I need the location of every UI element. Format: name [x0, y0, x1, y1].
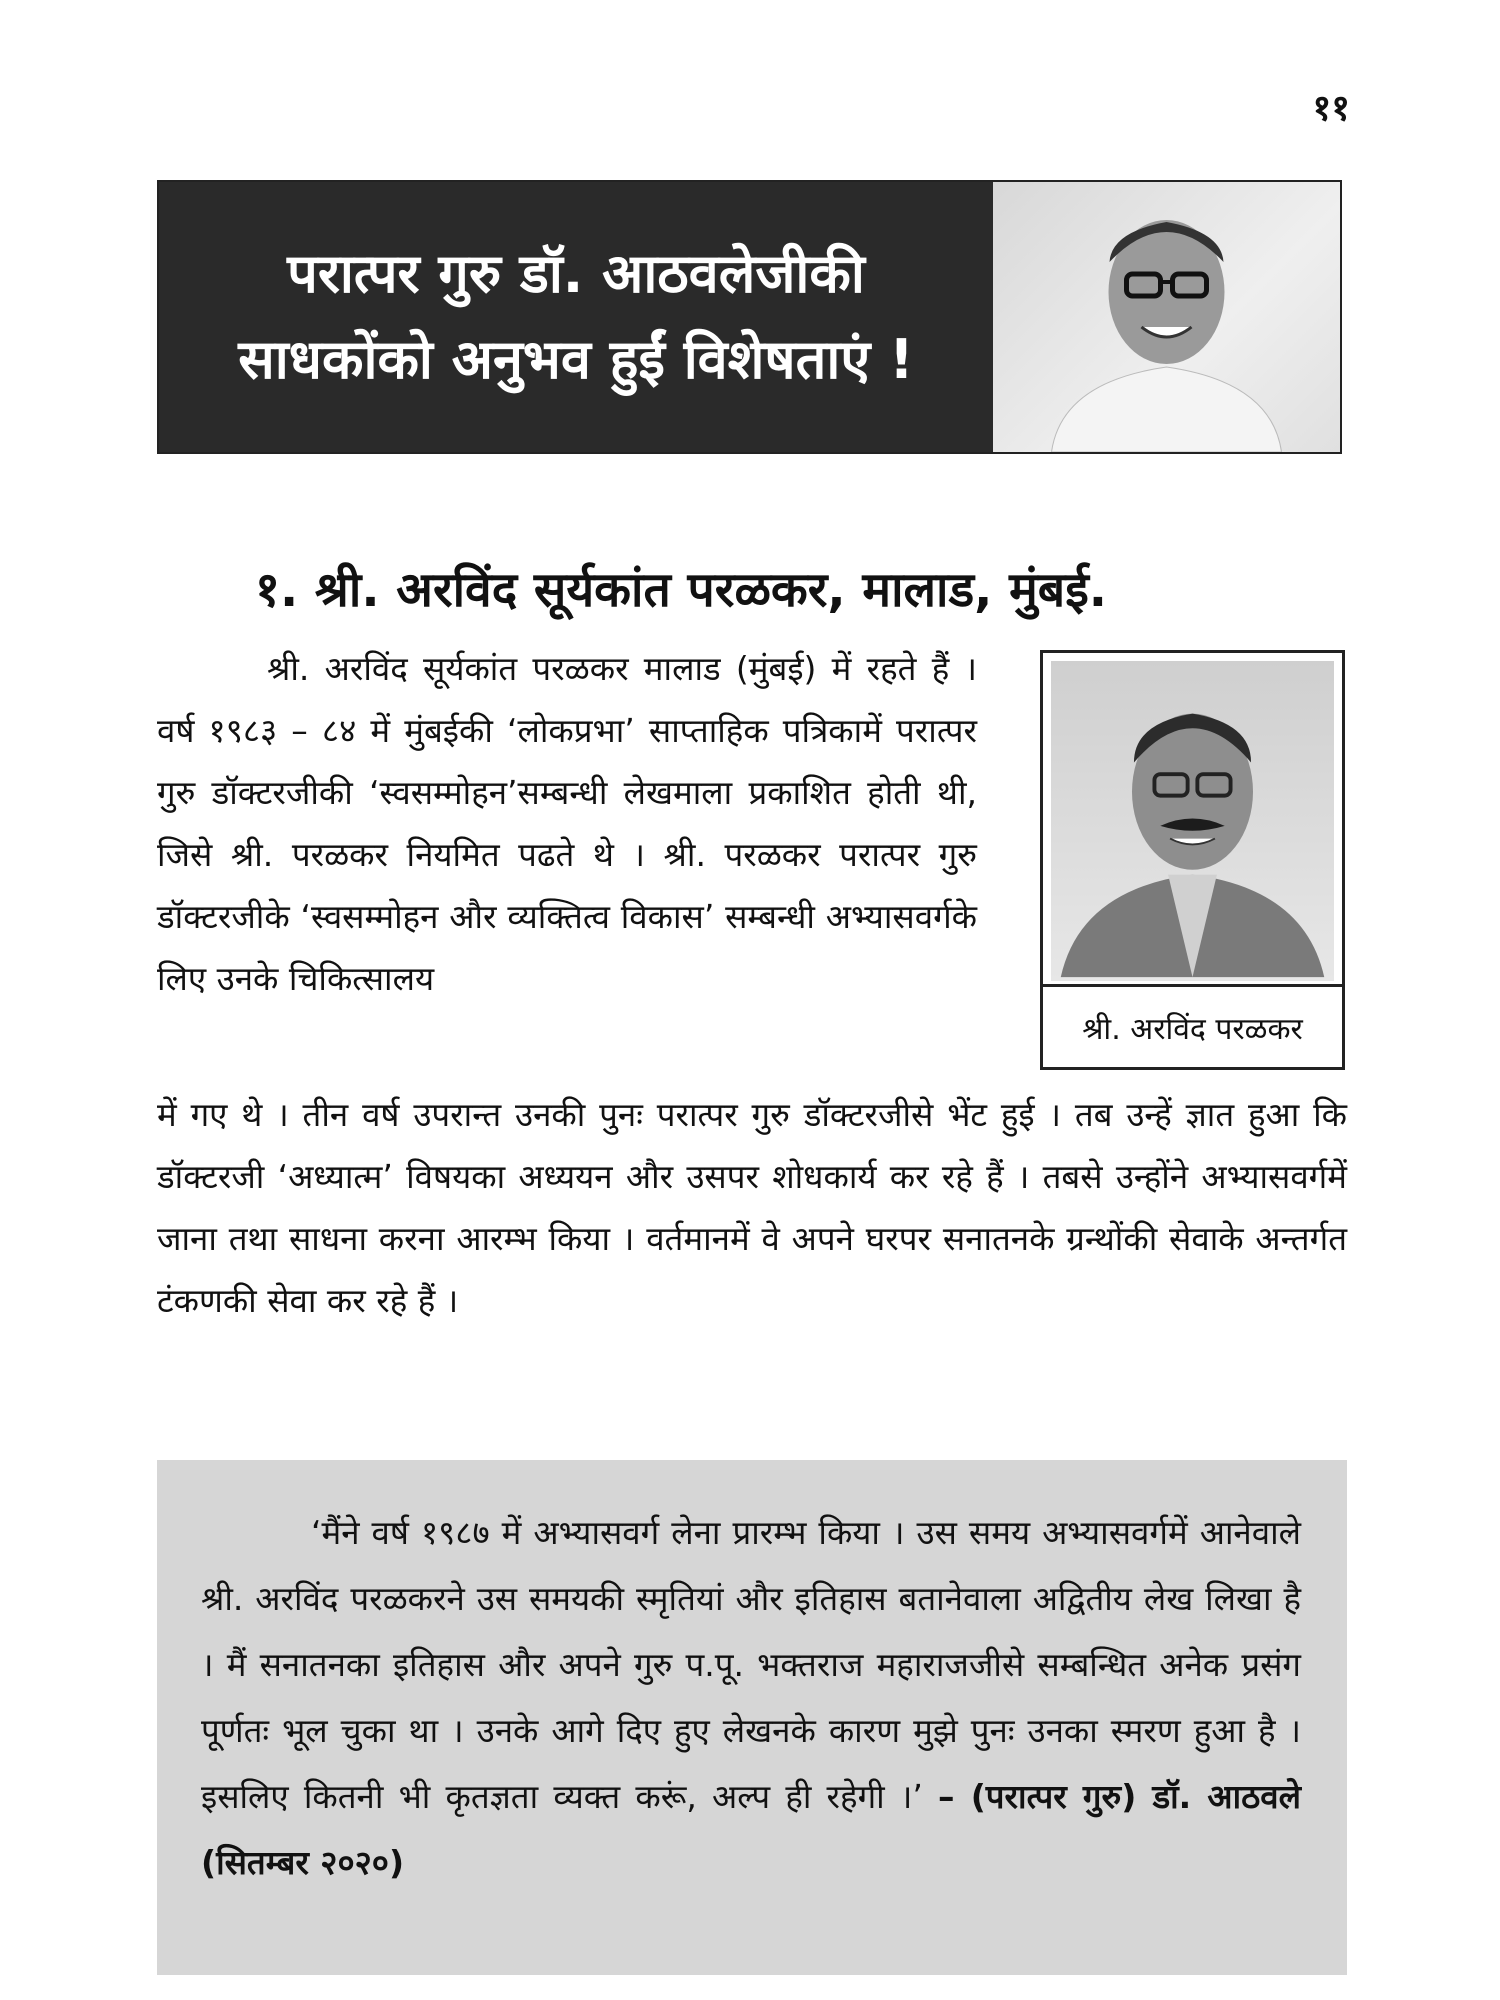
- intro-paragraph-text: श्री. अरविंद सूर्यकांत परळकर मालाड (मुंबई) में रहते हैं । वर्ष १९८३ – ८४ में मुंबईकी ‘लोकप्रभा’ साप्ताहिक पत्रिकामें परात्पर गुरु डॉक्टरजीकी ‘स्वसम्मोहन’सम्बन्धी लेखमाला प्रकाशित होती थी, जिसे श्री. परळकर नियमित पढते थे । श्री. परळकर परात्पर गुरु डॉक्टरजीके ‘स्वसम्मोहन और व्यक्तित्व विकास’ सम्बन्धी अभ्यासवर्गके लिए उनके चिकित्सालय: [157, 649, 977, 998]
- profile-photo: [1051, 661, 1334, 981]
- continued-paragraph: में गए थे । तीन वर्ष उपरान्त उनकी पुनः परात्पर गुरु डॉक्टरजीसे भेंट हुई । तब उन्हें ज्ञात हुआ कि डॉक्टरजी ‘अध्यात्म’ विषयका अध्ययन और उसपर शोधकार्य कर रहे हैं । तबसे उन्होंने अभ्यासवर्गमें जाना तथा साधना करना आरम्भ किया । वर्तमानमें वे अपने घरपर सनातनके ग्रन्थोंकी सेवाके अन्तर्गत टंकणकी सेवा कर रहे हैं ।: [157, 1095, 1347, 1320]
- title-banner: [157, 180, 1342, 454]
- portrait-photo-icon: [993, 182, 1340, 452]
- section-heading: १. श्री. अरविंद सूर्यकांत परळकर, मालाड, मुंबई.: [255, 562, 1108, 618]
- intro-paragraph: [157, 638, 977, 1010]
- quote-signature: – (परात्पर गुरु) डॉ. आठवले (सितम्बर २०२०): [201, 1777, 1301, 1882]
- banner-title-line-1: परात्पर गुरु डॉ. आठवलेजीकी: [287, 241, 865, 305]
- profile-portrait-icon: [1051, 661, 1334, 981]
- banner-title-block: [159, 182, 993, 452]
- banner-title-line-2: साधकोंको अनुभव हुईं विशेषताएं !: [238, 328, 914, 391]
- quote-text: ‘मैंने वर्ष १९८७ में अभ्यासवर्ग लेना प्रारम्भ किया । उस समय अभ्यासवर्गमें आनेवाले श्री. अरविंद परळकरने उस समयकी स्मृतियां और इतिहास बतानेवाला अद्वितीय लेख लिखा है । मैं सनातनका इतिहास और अपने गुरु प.पू. भक्तराज महाराजजीसे सम्बन्धित अनेक प्रसंग पूर्णतः भूल चुका था । उनके आगे दिए हुए लेखनके कारण मुझे पुनः उनका स्मरण हुआ है । इसलिए कितनी भी कृतज्ञता व्यक्त करूं, अल्प ही रहेगी ।’: [201, 1513, 1301, 1816]
- quote-box: [157, 1460, 1347, 1975]
- banner-portrait-photo: [993, 182, 1340, 452]
- photo-caption: श्री. अरविंद परळकर: [1043, 984, 1342, 1067]
- profile-photo-frame: [1040, 650, 1345, 1070]
- page-number: ११: [1312, 88, 1350, 129]
